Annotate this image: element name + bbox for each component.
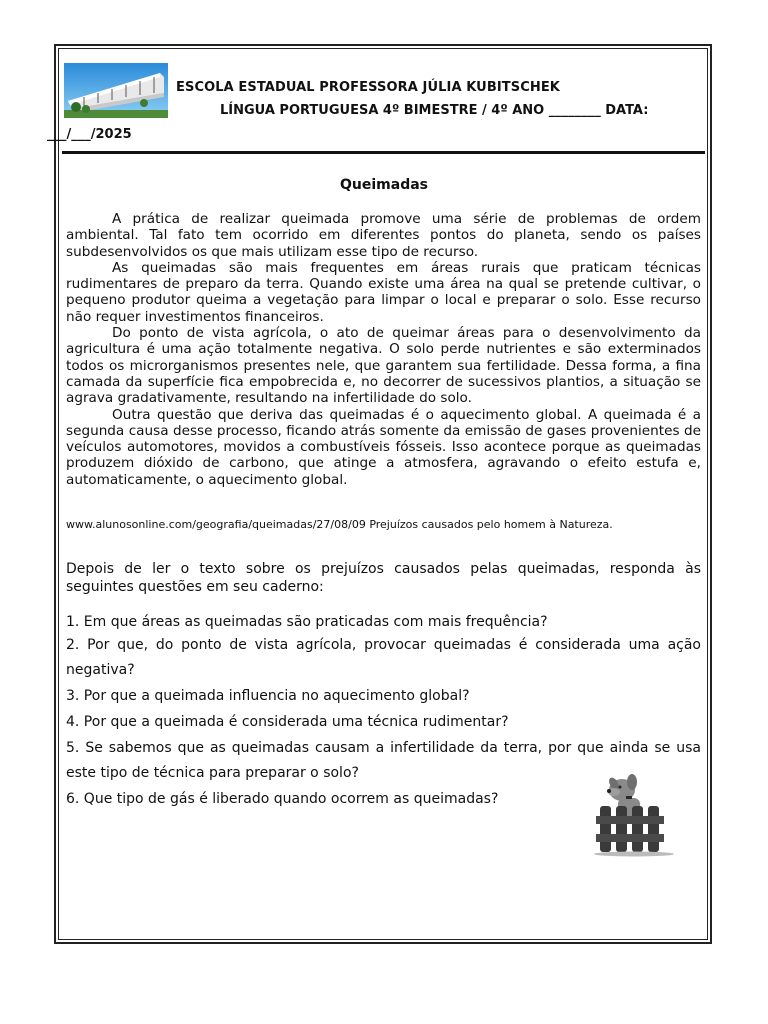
text-title: Queimadas	[340, 177, 428, 193]
header-divider	[62, 151, 705, 154]
reading-text	[66, 211, 701, 488]
dog-behind-fence-icon	[592, 770, 676, 858]
instructions: Depois de ler o texto sobre os prejuízos causados pelas queimadas, responda às seguintes questões em seu caderno:	[66, 561, 701, 595]
question-item: 3. Por que a queimada influencia no aquecimento global?	[66, 688, 470, 704]
school-photo	[64, 63, 168, 118]
paragraph: As queimadas são mais frequentes em áreas rurais que praticam técnicas rudimentares de preparo da terra. Quando existe uma área na qual se pretende cultivar, o pequeno produtor queima a vegetação para limpar o local e preparar o solo. Esse recurso não requer investimentos financeiros.	[66, 259, 701, 325]
question-item: 4. Por que a queimada é considerada uma técnica rudimentar?	[66, 714, 509, 730]
subject-line: LÍNGUA PORTUGUESA 4º BIMESTRE / 4º ANO ________ DATA:	[220, 103, 649, 118]
question-item: 6. Que tipo de gás é liberado quando ocorrem as queimadas?	[66, 791, 499, 807]
paragraph: A prática de realizar queimada promove uma série de problemas de ordem ambiental. Tal fato tem ocorrido em diferentes pontos do planeta, sendo os países subdesenvolvidos os que mais utilizam esse tipo de recurso.	[66, 211, 701, 260]
question-item: 5. Se sabemos que as queimadas causam a infertilidade da terra, por que ainda se usa este tipo de técnica para preparar o solo?	[66, 740, 701, 781]
date-field: ___/___/2025	[47, 127, 132, 142]
source-citation: www.alunosonline.com/geografia/queimadas/27/08/09 Prejuízos causados pelo homem à Natureza.	[66, 518, 613, 531]
question-item: 2. Por que, do ponto de vista agrícola, provocar queimadas é considerada uma ação negativa?	[66, 637, 701, 678]
school-name: ESCOLA ESTADUAL PROFESSORA JÚLIA KUBITSCHEK	[176, 80, 560, 95]
question-item: 1. Em que áreas as queimadas são praticadas com mais frequência?	[66, 614, 548, 630]
paragraph: Outra questão que deriva das queimadas é o aquecimento global. A queimada é a segunda causa desse processo, ficando atrás somente da emissão de gases provenientes de veículos automotores, movidos a combustíveis fósseis. Isso acontece porque as queimadas produzem dióxido de carbono, que atinge a atmosfera, agravando o efeito estufa e, automaticamente, o aquecimento global.	[66, 406, 701, 488]
paragraph: Do ponto de vista agrícola, o ato de queimar áreas para o desenvolvimento da agricultura é uma ação totalmente negativa. O solo perde nutrientes e são exterminados todos os microrganismos presentes nele, que garantem sua fertilidade. Dessa forma, a fina camada da superfície fica empobrecida e, no decorrer de sucessivos plantios, a situação se agrava gradativamente, resultando na infertilidade do solo.	[66, 325, 701, 407]
